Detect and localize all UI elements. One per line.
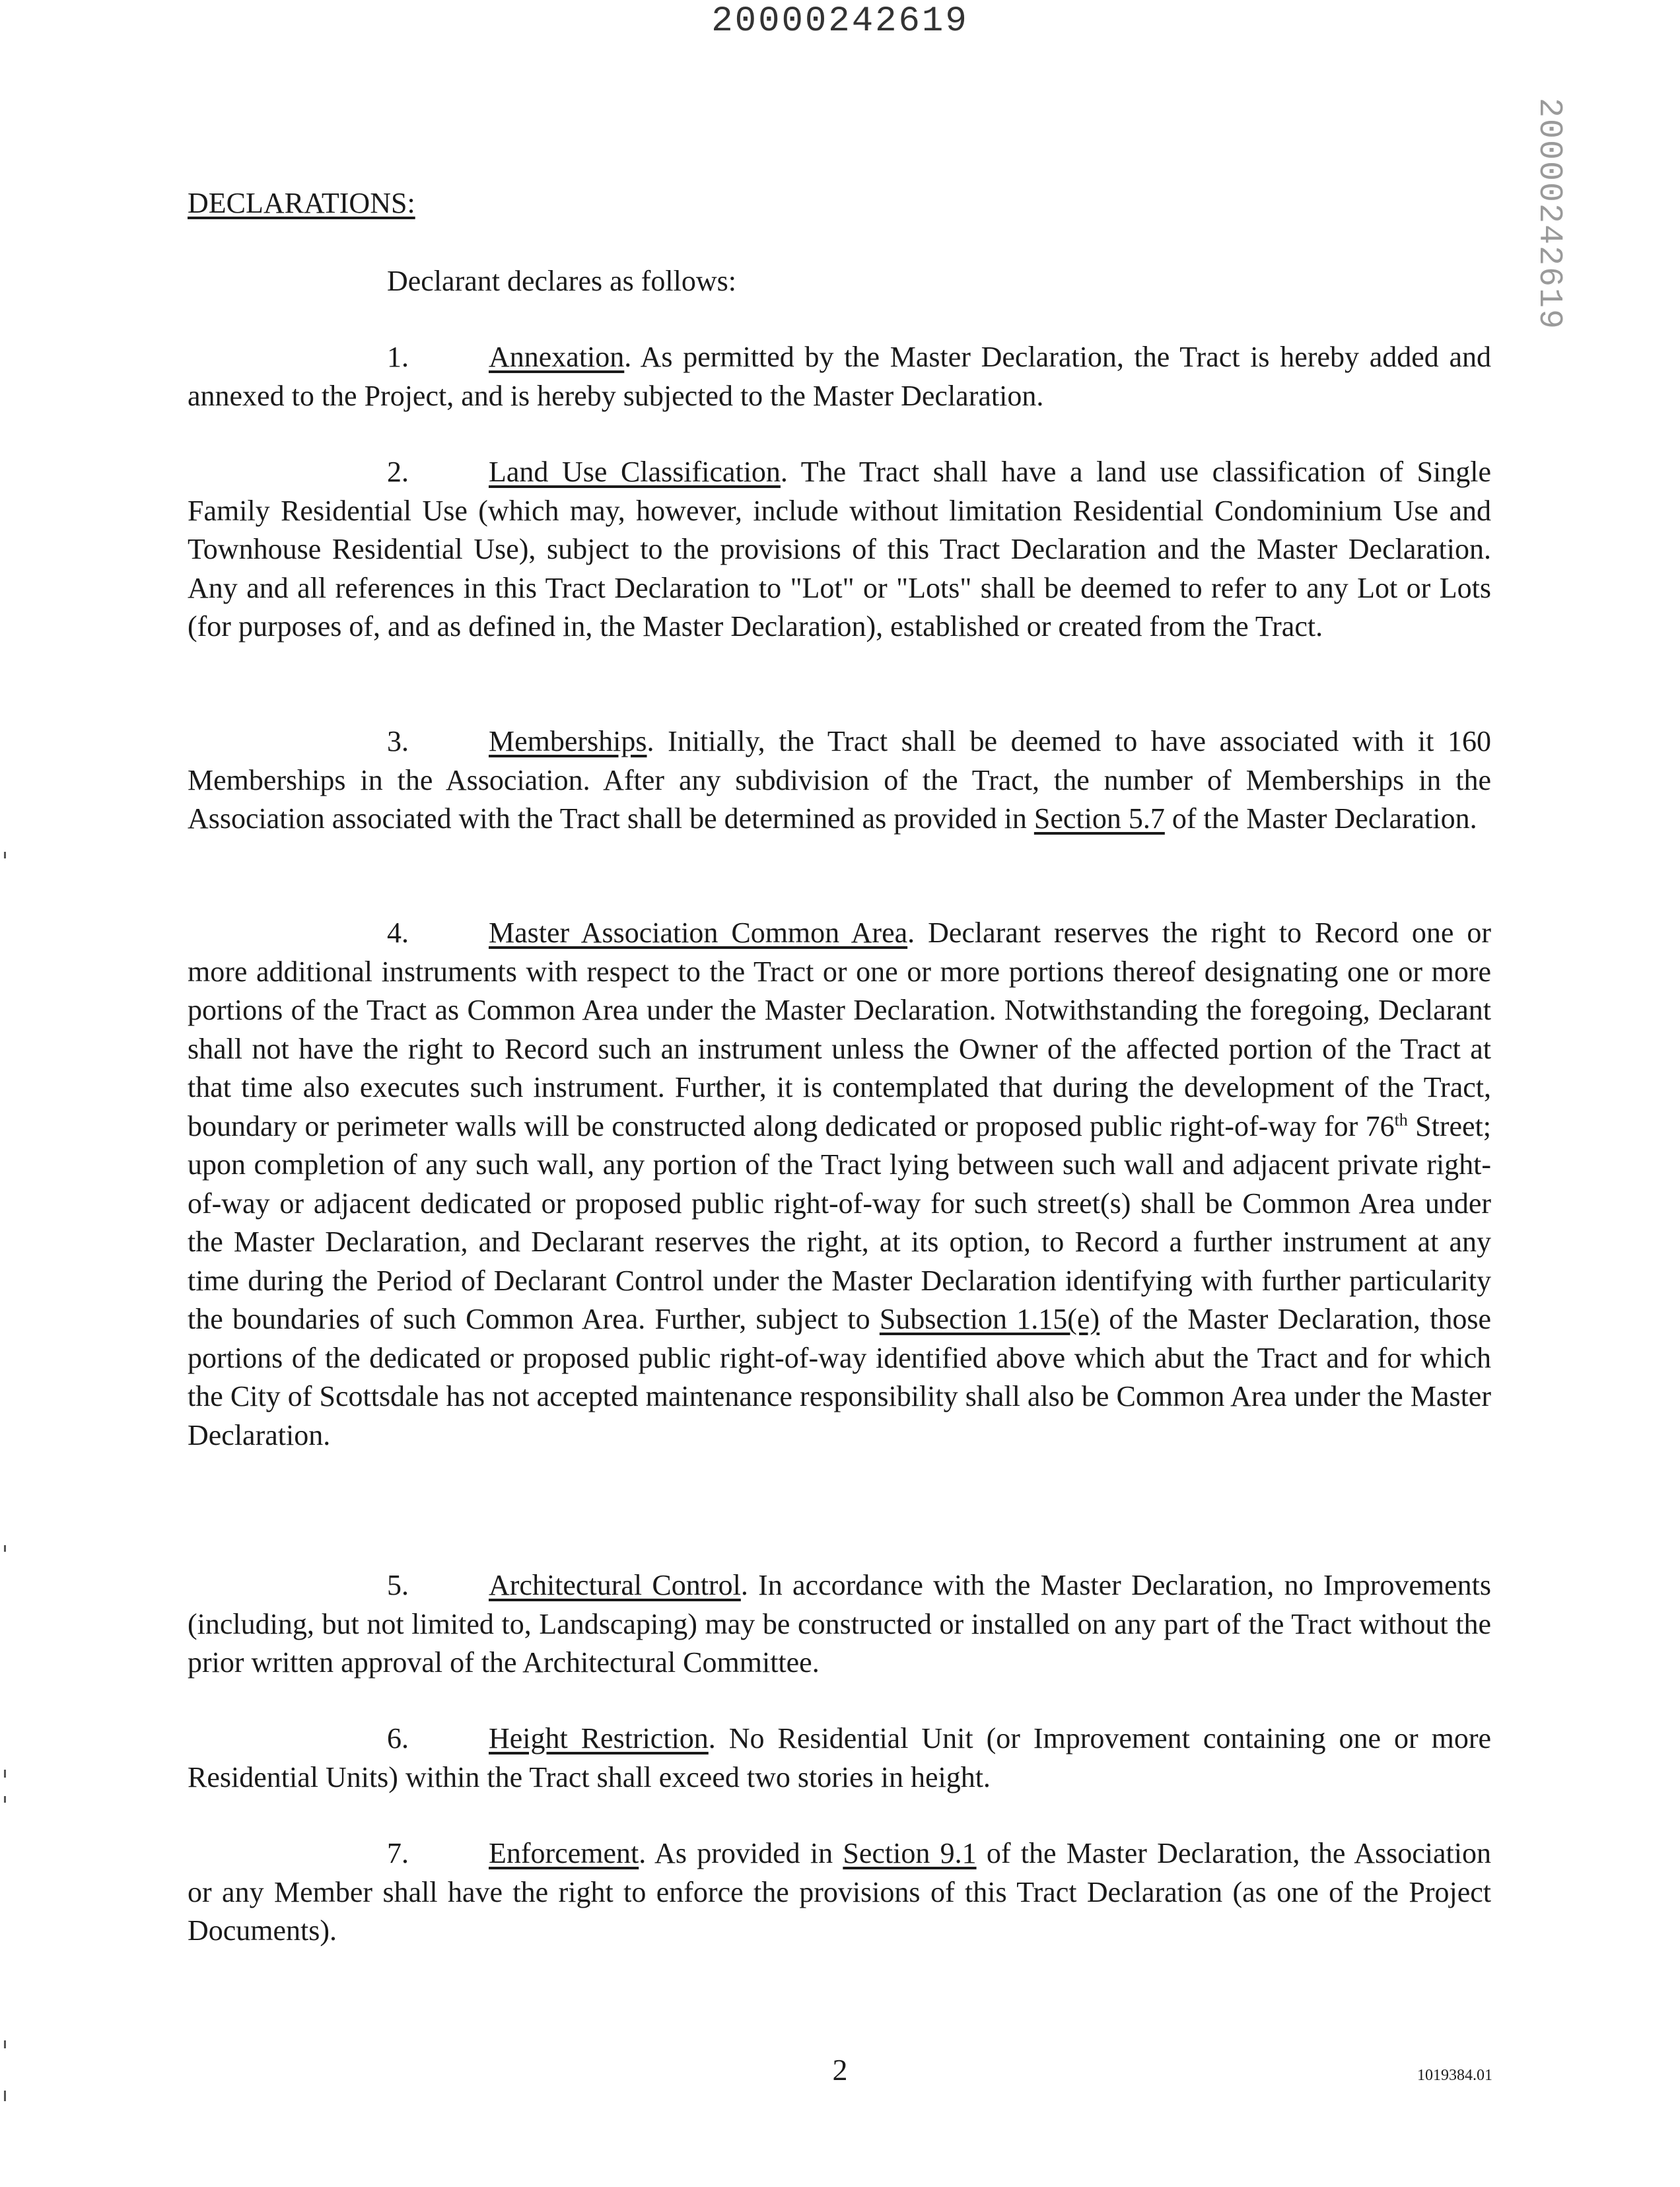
- paragraph-title: Master Association Common Area: [489, 917, 908, 949]
- paragraph-architectural-control: [188, 1566, 1491, 1683]
- paragraph-number: 7.: [387, 1837, 409, 1869]
- paragraph-common-area: [188, 914, 1491, 1455]
- recording-number: 20000242619: [711, 1, 969, 42]
- paragraph-text: . In accordance with the Master Declaration, no Improvements (including, but not limited to, Landscaping) may be constructed or installed on any part of the Tract without the prior written approval of the Architectural Committee.: [188, 1569, 1492, 1679]
- scan-mark: [4, 2040, 6, 2048]
- paragraph-land-use: [188, 453, 1491, 646]
- scan-mark: [4, 1545, 6, 1552]
- paragraph-memberships: [188, 722, 1491, 839]
- paragraph-number: 6.: [387, 1722, 409, 1754]
- paragraph-title: Enforcement: [489, 1837, 639, 1869]
- declarations-heading: DECLARATIONS:: [188, 187, 415, 219]
- paragraph-text-end: of the Master Declaration, those portions of the dedicated or proposed public right-of-way identified above which abut the Tract and for which the City of Scottsdale has not accepted maintenance responsibility shall also be Common Area under the Master Declaration.: [188, 1303, 1491, 1451]
- scan-mark: [4, 852, 6, 858]
- paragraph-text: . No Residential Unit (or Improvement containing one or more Residential Units) within the Tract shall exceed two stories in height.: [188, 1722, 1491, 1793]
- paragraph-number: 3.: [387, 725, 409, 757]
- paragraph-annexation: [188, 338, 1491, 415]
- section-reference: Section 9.1: [843, 1837, 977, 1869]
- paragraph-title: Land Use Classification: [489, 456, 781, 488]
- paragraph-number: 1.: [387, 341, 409, 373]
- paragraph-height-restriction: [188, 1719, 1491, 1797]
- paragraph-text: . The Tract shall have a land use classification of Single Family Residential Use (which may, however, include without limitation Residential Condominium Use and Townhouse Residential Use), subject to the provisions of this Tract Declaration and the Master Declaration. Any and all references in this Tract Declaration to "Lot" or "Lots" shall be deemed to refer to any Lot or Lots (for purposes of, and as defined in, the Master Declaration), established or created from the Tract.: [188, 456, 1491, 642]
- intro-line: Declarant declares as follows:: [387, 265, 736, 297]
- paragraph-text: . As permitted by the Master Declaration, the Tract is hereby added and annexed to the Project, and is hereby subjected to the Master Declaration.: [188, 341, 1491, 412]
- paragraph-number: 4.: [387, 917, 409, 949]
- side-recording-stamp: 20000242619: [1530, 98, 1568, 331]
- scan-mark: [4, 1770, 6, 1778]
- subsection-reference: Subsection 1.15(e): [879, 1303, 1100, 1335]
- paragraph-text-after: of the Master Declaration.: [1164, 802, 1477, 835]
- paragraph-text-continued: Street; upon completion of any such wall, any portion of the Tract lying between such wall and adjacent private right-of-way or adjacent dedicated or proposed public right-of-way for such street(s) shall be Common Area under the Master Declaration, and Declarant reserves the right, at its option, to Record a further instrument at any time during the Period of Declarant Control under the Master Declaration identifying with further particularity the boundaries of such Common Area. Further, subject to: [188, 1109, 1491, 1335]
- page-number: 2: [832, 2053, 848, 2087]
- scan-mark: [4, 2091, 6, 2101]
- paragraph-title: Height Restriction: [489, 1722, 709, 1754]
- paragraph-text: . Declarant reserves the right to Record one or more additional instruments with respect to the Tract or one or more portions thereof designating one or more portions of the Tract as Common Area under the Master Declaration. Notwithstanding the foregoing, Declarant shall not have the right to Record such an instrument unless the Owner of the affected portion of the Tract at that time also executes such instrument. Further, it is contemplated that during the development of the Tract, boundary or perimeter walls will be constructed along dedicated or proposed public right-of-way for 76: [188, 917, 1491, 1142]
- paragraph-number: 2.: [387, 456, 409, 488]
- section-reference: Section 5.7: [1033, 802, 1165, 835]
- paragraph-number: 5.: [387, 1569, 409, 1601]
- paragraph-title: Architectural Control: [489, 1569, 741, 1601]
- paragraph-text: . As provided in: [639, 1837, 843, 1869]
- paragraph-title: Annexation: [489, 341, 625, 373]
- ordinal-suffix: th: [1394, 1109, 1408, 1129]
- scan-mark: [4, 1796, 6, 1803]
- paragraph-text: . Initially, the Tract shall be deemed to have associated with it 160 Memberships in the Association. After any subdivision of the Tract, the number of Memberships in the Association associated with the Tract shall be determined as provided in: [188, 725, 1491, 835]
- paragraph-enforcement: [188, 1834, 1491, 1951]
- document-id: 1019384.01: [1417, 2067, 1492, 2084]
- paragraph-title: Memberships: [489, 725, 647, 757]
- paragraph-text-after: of the Master Declaration, the Association or any Member shall have the right to enforce the provisions of this Tract Declaration (as one of the Project Documents).: [188, 1837, 1491, 1947]
